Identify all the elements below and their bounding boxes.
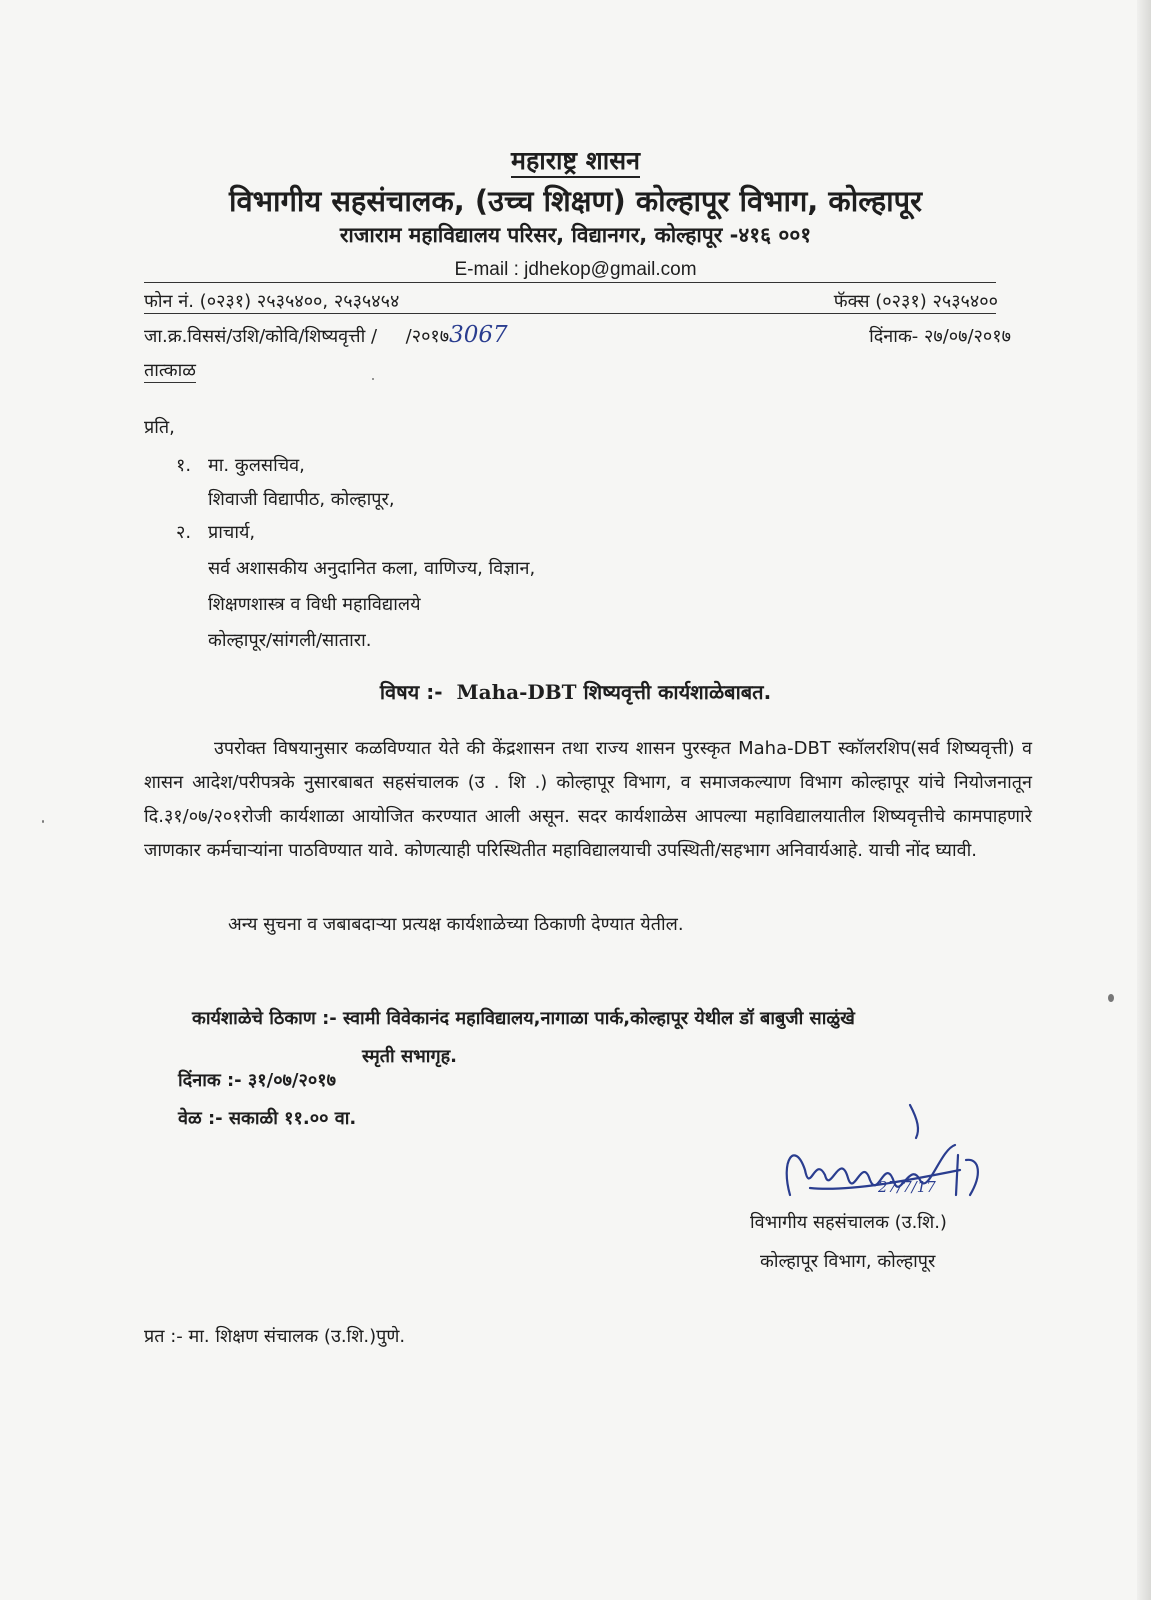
office-email: E-mail : jdhekop@gmail.com [454,259,697,280]
signatory-department: कोल्हापूर विभाग, कोल्हापूर [760,1251,936,1272]
signature-date: 27/7/17 [878,1178,936,1196]
letter-date: दिंनाक- २७/०७/२०१७ [869,326,1011,347]
recipient-1-line: शिवाजी विद्यापीठ, कोल्हापूर, [208,489,395,510]
phone-number: फोन नं. (०२३१) २५३५४००, २५३५४५४ [144,291,400,312]
body-paragraph-2: अन्य सुचना व जबाबदाऱ्या प्रत्यक्ष कार्यशाळेच्या ठिकाणी देण्यात येतील. [228,914,684,935]
recipient-2-line: सर्व अशासकीय अनुदानित कला, वाणिज्य, विज्ञान, [208,558,536,579]
header-rule [144,282,996,283]
scan-speck [1108,994,1114,1002]
handwritten-reference: 3067 [449,322,508,348]
contact-rule [144,313,996,314]
recipient-1-title: मा. कुलसचिव, [208,455,305,476]
workshop-date: दिंनाक :- ३१/०७/२०१७ [178,1070,336,1091]
recipient-2-title: प्राचार्य, [208,522,256,543]
recipient-2-line: शिक्षणशास्त्र व विधी महाविद्यालये [208,594,421,615]
recipient-2-num: २. [176,522,192,543]
fax-number: फॅक्स (०२३१) २५३५४०० [833,291,998,312]
recipient-1-num: १. [176,455,192,476]
office-address: राजाराम महाविद्यालय परिसर, विद्यानगर, कोल्हापूर -४१६ ००१ [339,223,812,247]
signatory-title: विभागीय सहसंचालक (उ.शि.) [750,1212,947,1233]
scan-speck [42,820,44,823]
workshop-venue: कार्यशाळेचे ठिकाण :- स्वामी विवेकानंद महाविद्यालय,नागाळा पार्क,कोल्हापूर येथील डॉ बाबुजी साळुंखे स्मृती सभागृह. [192,1008,855,1067]
body-paragraph: उपरोक्त विषयानुसार कळविण्यात येते की केंद्रशासन तथा राज्य शासन पुरस्कृत Maha-DBT स्कॉलरशिप(सर्व शिष्यवृत्ती) व शासन आदेश/परीपत्रके नुसारबाबत सहसंचालक (उ . शि .) कोल्हापूर विभाग, व समाजकल्याण विभाग कोल्हापूर यांचे नियोजनातून दि.३१/०७/२०१रोजी कार्यशाळा आयोजित करण्यात आली असून. सदर कार्यशाळेस आपल्या महाविद्यालयातील शिष्यवृत्तीचे कामपाहणारे जाणकार कर्मचाऱ्यांना पाठविण्यात यावे. कोणत्याही परिस्थितीत महाविद्यालयाची उपस्थिती/सहभाग अनिवार्यआहे. याची नोंद घ्यावी. [144,738,1032,861]
reference-number: जा.क्र.विससं/उशि/कोवि/शिष्यवृत्ती / /२०१७3067 [144,322,508,348]
salutation: प्रति, [144,417,175,438]
priority-label: तात्काळ [144,360,196,381]
subject-line: विषय :- Maha-DBT शिष्यवृत्ती कार्यशाळेबाबत. [379,680,772,704]
recipient-2-line: कोल्हापूर/सांगली/सातारा. [208,630,372,651]
government-title: महाराष्ट्र शासन [0,143,1151,177]
workshop-time: वेळ :- सकाळी ११.०० वा. [178,1108,357,1129]
office-name: विभागीय सहसंचालक, (उच्च शिक्षण) कोल्हापूर विभाग, कोल्हापूर [229,184,922,218]
scan-speck [372,378,374,380]
copy-to: प्रत :- मा. शिक्षण संचालक (उ.शि.)पुणे. [144,1326,406,1347]
